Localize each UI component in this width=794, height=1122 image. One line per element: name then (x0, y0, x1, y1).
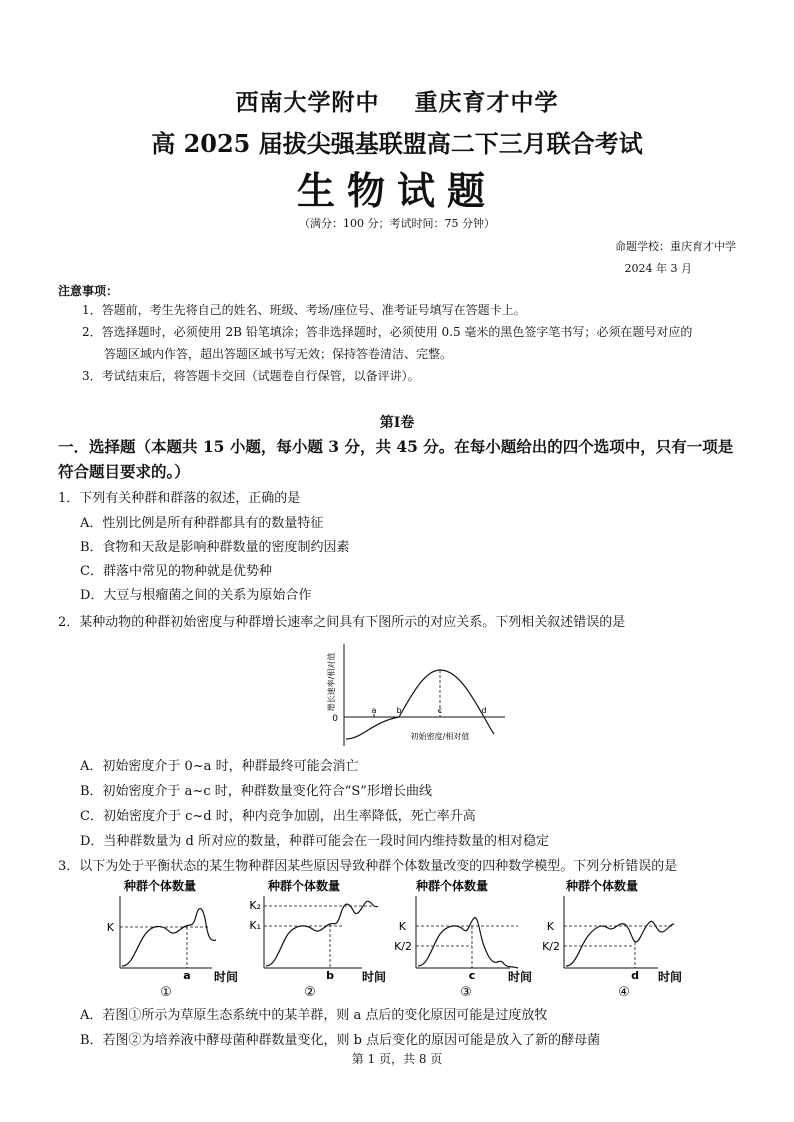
school-names (0, 84, 794, 117)
x-axis-label: 时间 (658, 970, 683, 984)
half-k-label: K/2 (394, 940, 412, 953)
x-axis-label: 时间 (362, 970, 387, 984)
point-label-d: d (481, 706, 487, 715)
option: B．食物和天敌是影响种群数量的密度制约因素 (80, 540, 350, 555)
option: C．群落中常见的物种就是优势种 (80, 564, 272, 579)
population-graph-2 (244, 876, 394, 1001)
note-item: 答题区域内作答，超出答题区域书写无效；保持答卷清洁、完整。 (104, 347, 453, 361)
section-heading-line: 符合题目要求的。） (58, 462, 190, 481)
note-item: 2．答选择题时，必须使用 2B 铅笔填涂；答非选择题时，必须使用 0.5 毫米的黑色签字笔书写；必须在题号对应的 (82, 325, 693, 339)
origin-label: 0 (332, 714, 338, 724)
exam-date: 2024 年 3 月 (624, 262, 692, 275)
graph-number: ① (160, 985, 172, 1000)
subject-title: 生物试题 (296, 168, 497, 213)
note-item: 3．考试结束后，将答题卡交回（试题卷自行保管，以备评讲）。 (82, 369, 420, 383)
score-info: （满分：100 分；考试时间：75 分钟） (299, 217, 495, 230)
exam-title: 高 2025 届拔尖强基联盟高二下三月联合考试 (151, 129, 643, 158)
graph-number: ④ (618, 985, 630, 1000)
point-label: c (468, 969, 476, 982)
graph-number: ③ (460, 985, 472, 1000)
school-name-1: 西南大学附中 (235, 89, 380, 116)
volume-title: 第Ⅰ卷 (379, 415, 415, 431)
k-label: K (398, 920, 406, 933)
population-graph-3 (392, 876, 542, 1001)
question-stem: 2．某种动物的种群初始密度与种群增长速率之间具有下图所示的对应关系。下列相关叙述错误的是 (58, 615, 626, 630)
option: B．若图②为培养液中酵母菌种群数量变化，则 b 点后变化的原因可能是放入了新的酵母菌 (80, 1033, 601, 1048)
population-graph-1 (100, 876, 240, 1001)
school-name-2: 重庆育才中学 (414, 89, 559, 116)
page-footer: 第 1 页，共 8 页 (351, 1052, 443, 1066)
graph-title: 种群个体数量 (566, 879, 639, 893)
option: D．当种群数量为 d 所对应的数量，种群可能会在一段时间内维持数量的相对稳定 (80, 834, 550, 849)
k-label: K (106, 921, 114, 934)
point-label-a: a (371, 706, 377, 715)
population-curve (566, 921, 674, 966)
note-item: 1．答题前，考生先将自己的姓名、班级、考场/座位号、准考证号填写在答题卡上。 (82, 303, 526, 317)
point-label-c: c (437, 706, 443, 715)
growth-rate-figure (310, 638, 510, 750)
graph-title: 种群个体数量 (124, 879, 197, 893)
question-stem: 3．以下为处于平衡状态的某生物种群因某些原因导致种群个体数量改变的四种数学模型。下列分析错误的是 (58, 859, 678, 874)
option: D．大豆与根瘤菌之间的关系为原始合作 (80, 588, 312, 603)
growth-curve (346, 670, 494, 739)
point-label-b: b (396, 706, 402, 715)
option: B．初始密度介于 a~c 时，种群数量变化符合“S”形增长曲线 (80, 784, 432, 799)
question-stem: 1．下列有关种群和群落的叙述，正确的是 (58, 491, 301, 506)
x-axis-label: 时间 (214, 970, 239, 984)
half-k-label: K/2 (542, 940, 560, 953)
population-curve (266, 901, 378, 966)
population-curve (418, 918, 518, 968)
section-heading (58, 434, 748, 484)
graph-title: 种群个体数量 (416, 879, 489, 893)
population-graph-4 (540, 876, 690, 1001)
y-axis-label: 增长速率/相对值 (327, 652, 336, 712)
option: A．性别比例是所有种群都具有的数量特征 (80, 516, 324, 531)
graph-title: 种群个体数量 (268, 879, 341, 893)
graph-number: ② (304, 985, 316, 1000)
population-curve (122, 908, 216, 966)
option: A．初始密度介于 0~a 时，种群最终可能会消亡 (80, 759, 359, 774)
option: A．若图①所示为草原生态系统中的某羊群，则 a 点后的变化原因可能是过度放牧 (80, 1008, 548, 1023)
notes-title: 注意事项： (58, 284, 119, 298)
section-heading-line: 一．选择题（本题共 15 小题，每小题 3 分，共 45 分。在每小题给出的四个选项中，只有一项是 (58, 437, 734, 456)
point-label: a (183, 969, 191, 982)
k1-label: K₁ (249, 919, 261, 932)
setter-school: 命题学校：重庆育才中学 (615, 240, 736, 253)
x-axis-label: 时间 (508, 970, 533, 984)
point-label: b (326, 969, 334, 982)
x-axis-label: 初始密度/相对值 (410, 732, 470, 741)
point-label: d (631, 969, 639, 982)
option: C．初始密度介于 c~d 时，种内竞争加剧，出生率降低，死亡率升高 (80, 809, 476, 824)
k2-label: K₂ (249, 899, 261, 912)
k-label: K (546, 920, 554, 933)
